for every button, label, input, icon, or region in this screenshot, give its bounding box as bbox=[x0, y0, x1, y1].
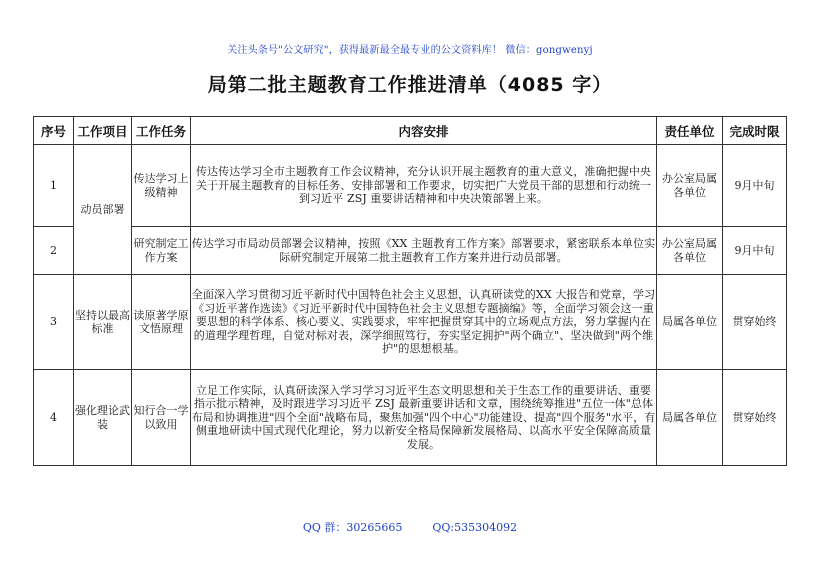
responsible-unit: 办公室局属各单位 bbox=[657, 145, 723, 227]
table-header-row bbox=[34, 117, 787, 145]
work-item-mobilize: 动员部署 bbox=[74, 145, 132, 275]
row-number: 4 bbox=[34, 370, 74, 466]
work-item-theory-part-a: 坚持以最高标准 bbox=[74, 275, 132, 370]
col-header-unit: 责任单位 bbox=[657, 117, 723, 145]
col-header-task: 工作任务 bbox=[132, 117, 191, 145]
work-plan-table bbox=[33, 116, 787, 466]
table-row bbox=[34, 370, 787, 466]
table-row bbox=[34, 145, 787, 227]
col-header-num: 序号 bbox=[34, 117, 74, 145]
deadline: 9月中旬 bbox=[723, 145, 787, 227]
table-row bbox=[34, 275, 787, 370]
deadline: 贯穿始终 bbox=[723, 370, 787, 466]
work-task: 读原著学原文悟原理 bbox=[132, 275, 191, 370]
qq-number-text: QQ:535304092 bbox=[432, 521, 518, 534]
work-task: 知行合一学以致用 bbox=[132, 370, 191, 466]
content-arrangement: 全面深入学习贯彻习近平新时代中国特色社会主义思想，认真研读党的XX 大报告和党章，学习《习近平著作选读》《习近平新时代中国特色社会主义思想专题摘编》等，全面学习领会这一重要思想的科学体系、核心要义、实践要求，牢牢把握贯穿其中的立场观点方法，努力掌握内在的道理学理哲理，自觉对标对表，深学细照笃行，夯实坚定拥护"两个确立"、坚决做到"两个维护"的思想根基。 bbox=[191, 275, 657, 370]
responsible-unit: 局属各单位 bbox=[657, 370, 723, 466]
work-item-theory-part-b: 强化理论武装 bbox=[74, 370, 132, 466]
row-number: 2 bbox=[34, 227, 74, 275]
content-arrangement: 传达学习市局动员部署会议精神，按照《XX 主题教育工作方案》部署要求，紧密联系本单位实际研究制定开展第二批主题教育工作方案并进行动员部署。 bbox=[191, 227, 657, 275]
page-title: 局第二批主题教育工作推进清单（4085 字） bbox=[207, 74, 613, 96]
row-number: 1 bbox=[34, 145, 74, 227]
footer-contacts bbox=[0, 519, 820, 535]
work-task: 传达学习上级精神 bbox=[132, 145, 191, 227]
content-arrangement: 传达传达学习全市主题教育工作会议精神，充分认识开展主题教育的重大意义，准确把握中央关于开展主题教育的目标任务、安排部署和工作要求，切实把广大党员干部的思想和行动统一到习近平 ZSJ 重要讲话精神和中央决策部署上来。 bbox=[191, 145, 657, 227]
row-number: 3 bbox=[34, 275, 74, 370]
responsible-unit: 局属各单位 bbox=[657, 275, 723, 370]
qq-group-text: QQ 群：30265665 bbox=[302, 521, 403, 534]
col-header-content: 内容安排 bbox=[191, 117, 657, 145]
col-header-time: 完成时限 bbox=[723, 117, 787, 145]
work-task: 研究制定工作方案 bbox=[132, 227, 191, 275]
table-row bbox=[34, 227, 787, 275]
responsible-unit: 办公室局属各单位 bbox=[657, 227, 723, 275]
deadline: 贯穿始终 bbox=[723, 275, 787, 370]
col-header-item: 工作项目 bbox=[74, 117, 132, 145]
content-arrangement: 立足工作实际，认真研读深入学习学习习近平生态文明思想和关于生态工作的重要讲话、重要指示批示精神，及时跟进学习习近平 ZSJ 最新重要讲话和文章，围绕统筹推进"五位一体"总体布局和协调推进"四个全面"战略布局，聚焦加强"四个中心"功能建设、提高"四个服务"水平，有侧重地研读中国式现代化理论，努力以新安全格局保障新发展格局、以高水平安全保障高质量发展。 bbox=[191, 370, 657, 466]
header-note: 关注头条号"公文研究"，获得最新最全最专业的公文资料库！ 微信：gongwenyj bbox=[227, 45, 593, 56]
deadline: 9月中旬 bbox=[723, 227, 787, 275]
